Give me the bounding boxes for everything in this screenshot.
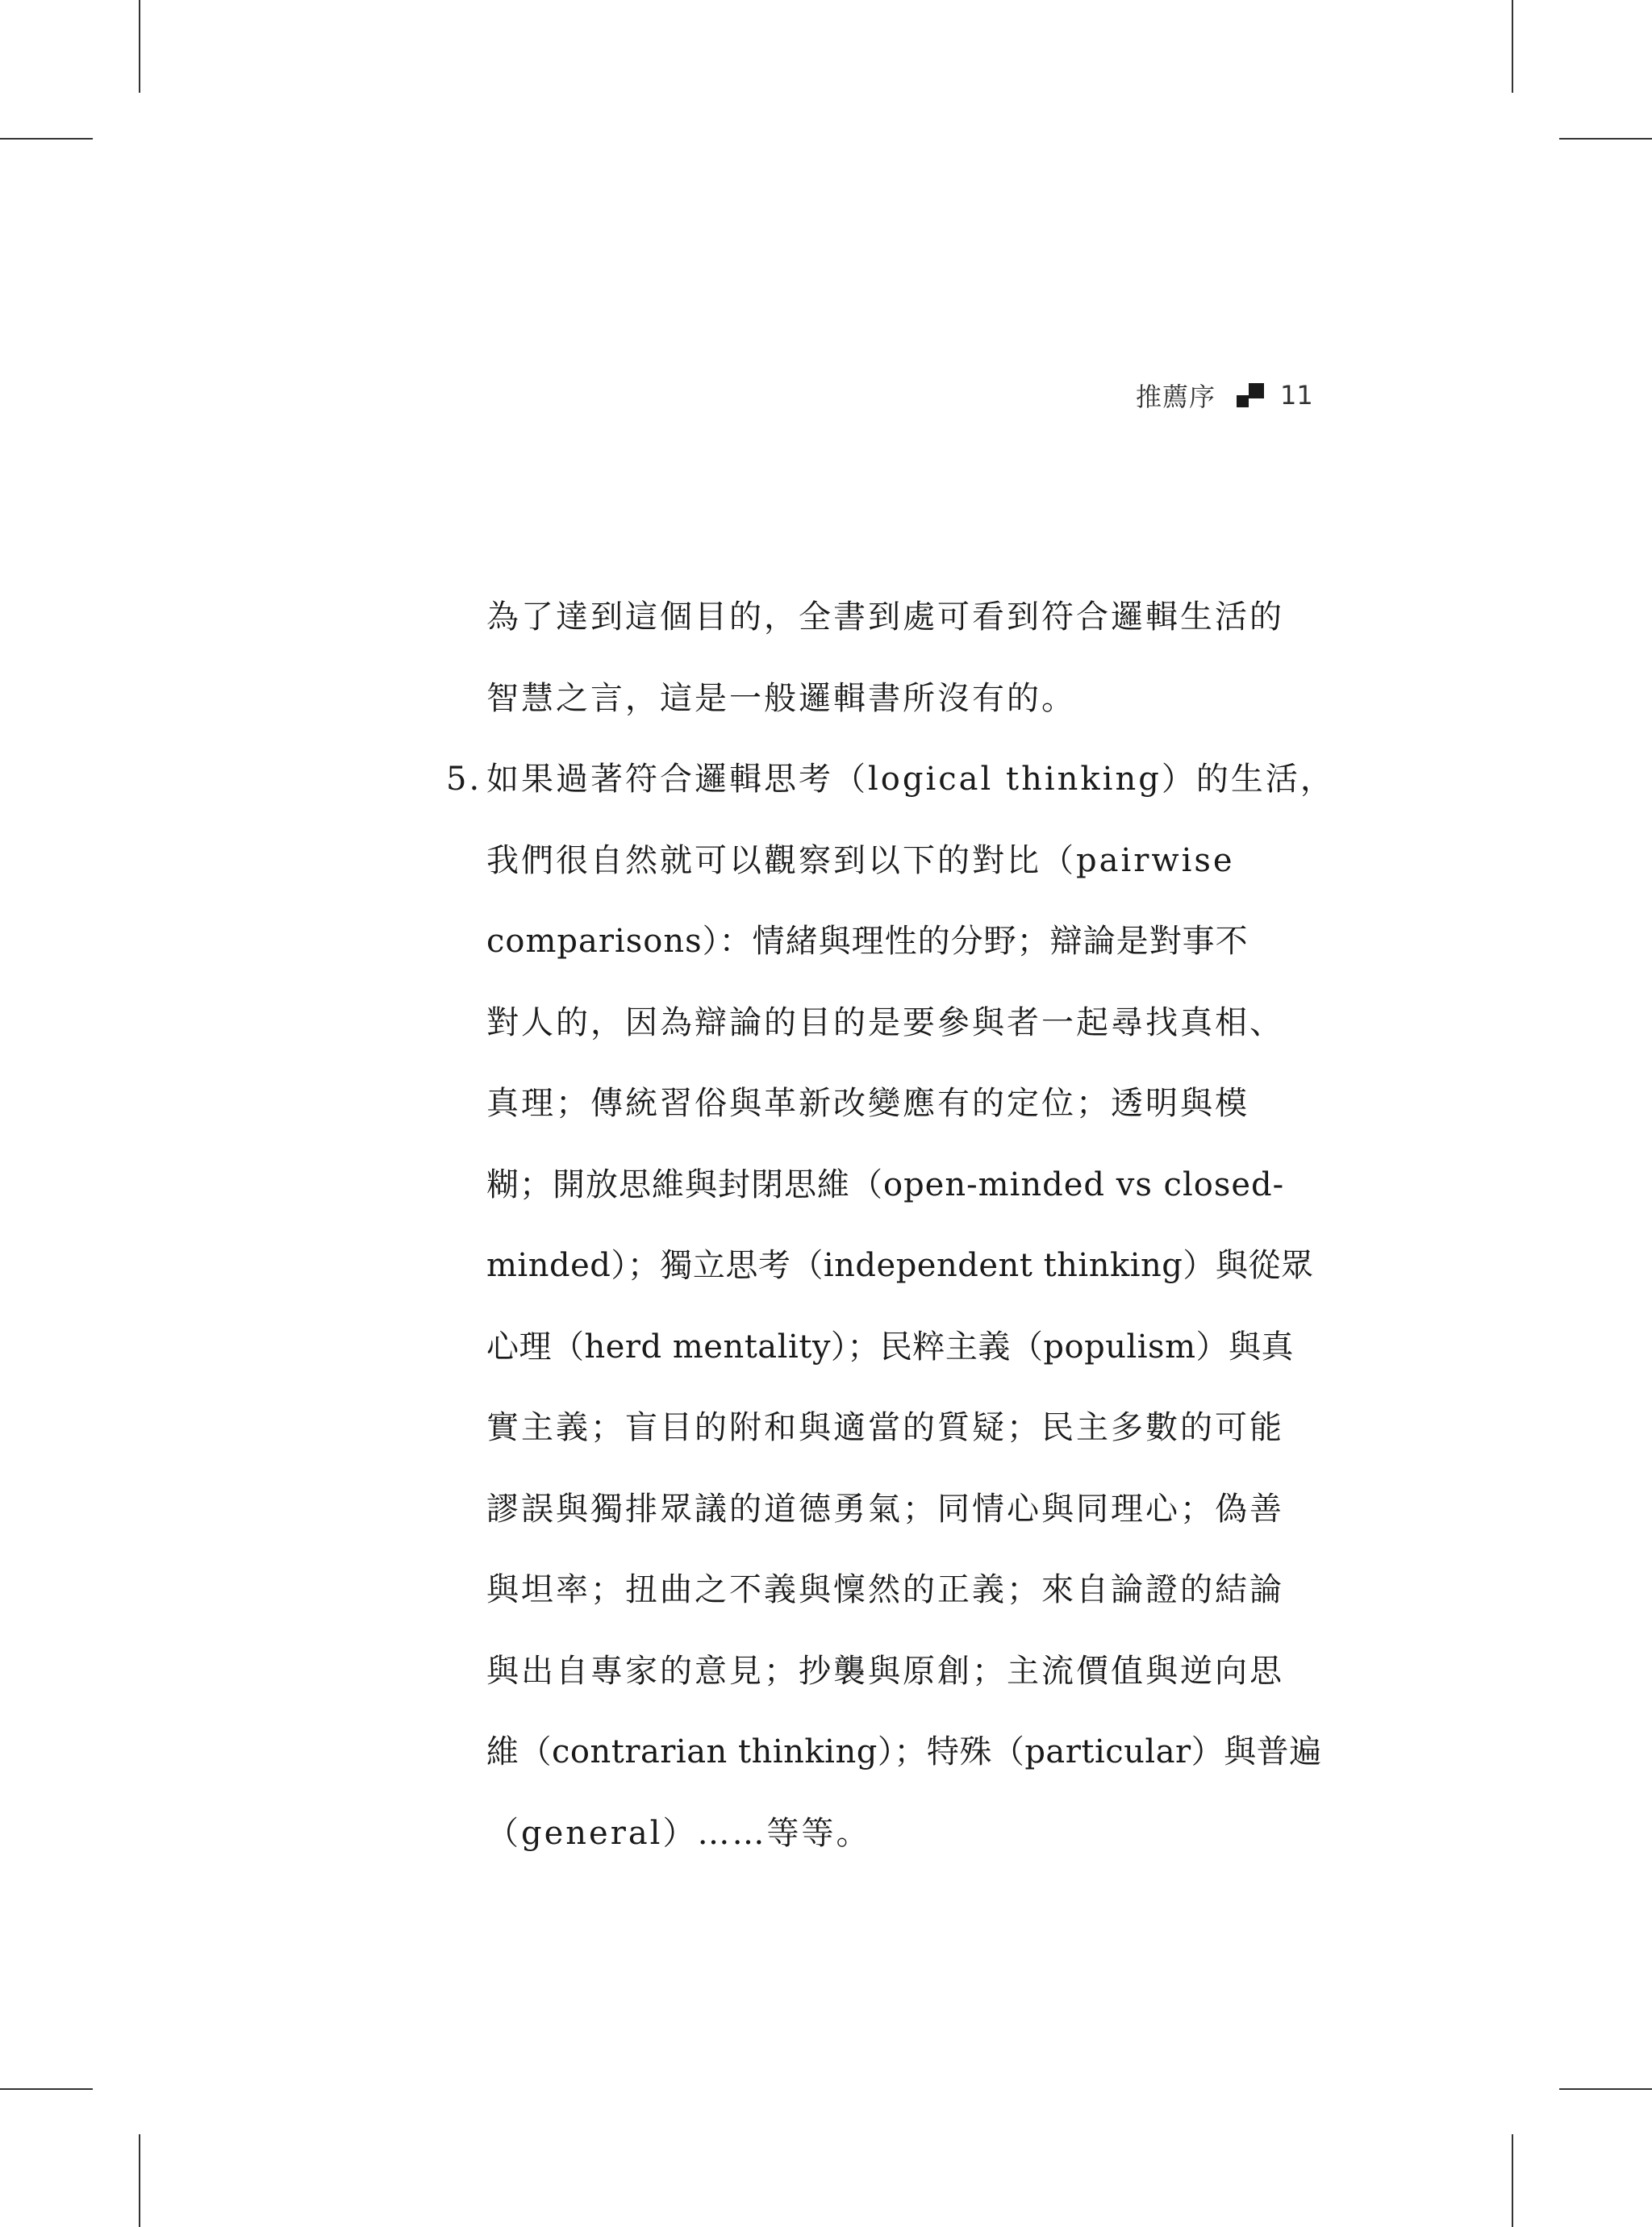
text-line: 謬誤與獨排眾議的道德勇氣；同情心與同理心；偽善	[486, 1490, 1284, 1528]
text-line: 我們很自然就可以觀察到以下的對比（pairwise	[486, 841, 1235, 879]
text-line: 智慧之言，這是一般邏輯書所沒有的。	[486, 679, 1076, 717]
text-line: 對人的，因為辯論的目的是要參與者一起尋找真相、	[486, 1003, 1284, 1041]
header-ornament-icon	[1237, 383, 1264, 407]
list-item-line	[446, 755, 1335, 836]
text-line: 實主義；盲目的附和與適當的質疑；民主多數的可能	[486, 1409, 1284, 1446]
body-text	[446, 593, 1335, 1890]
page-number: 11	[1280, 380, 1313, 411]
text-line: 如果過著符合邏輯思考（logical thinking）的生活，	[486, 761, 1335, 798]
running-header-title: 推薦序	[1136, 382, 1216, 412]
text-line: 維（contrarian thinking）；特殊（particular）與普遍	[486, 1733, 1322, 1770]
text-line: comparisons）：情緒與理性的分野；辯論是對事不	[486, 923, 1249, 960]
crop-mark-bottom-left-horizontal	[0, 2088, 93, 2090]
text-line: （general）……等等。	[486, 1814, 871, 1852]
running-header	[1136, 377, 1313, 413]
crop-mark-bottom-left-vertical	[139, 2134, 140, 2227]
crop-mark-top-left-vertical	[139, 0, 140, 93]
text-line: 心理（herd mentality）；民粹主義（populism）與真	[486, 1328, 1295, 1366]
text-line: 與坦率；扭曲之不義與懍然的正義；來自論證的結論	[486, 1571, 1284, 1608]
crop-mark-top-right-vertical	[1512, 0, 1513, 93]
text-line: 糊；開放思維與封閉思維（open-minded vs closed-	[486, 1166, 1285, 1203]
crop-mark-top-left-horizontal	[0, 138, 93, 140]
crop-mark-top-right-horizontal	[1559, 138, 1652, 140]
list-item-number: 5.	[446, 761, 482, 798]
text-line: minded）；獨立思考（independent thinking）與從眾	[486, 1247, 1314, 1284]
crop-mark-bottom-right-horizontal	[1559, 2088, 1652, 2090]
crop-mark-bottom-right-vertical	[1512, 2134, 1513, 2227]
text-line: 為了達到這個目的，全書到處可看到符合邏輯生活的	[486, 598, 1284, 636]
text-line: 真理；傳統習俗與革新改變應有的定位；透明與模	[486, 1085, 1249, 1122]
text-line: 與出自專家的意見；抄襲與原創；主流價值與逆向思	[486, 1652, 1284, 1690]
